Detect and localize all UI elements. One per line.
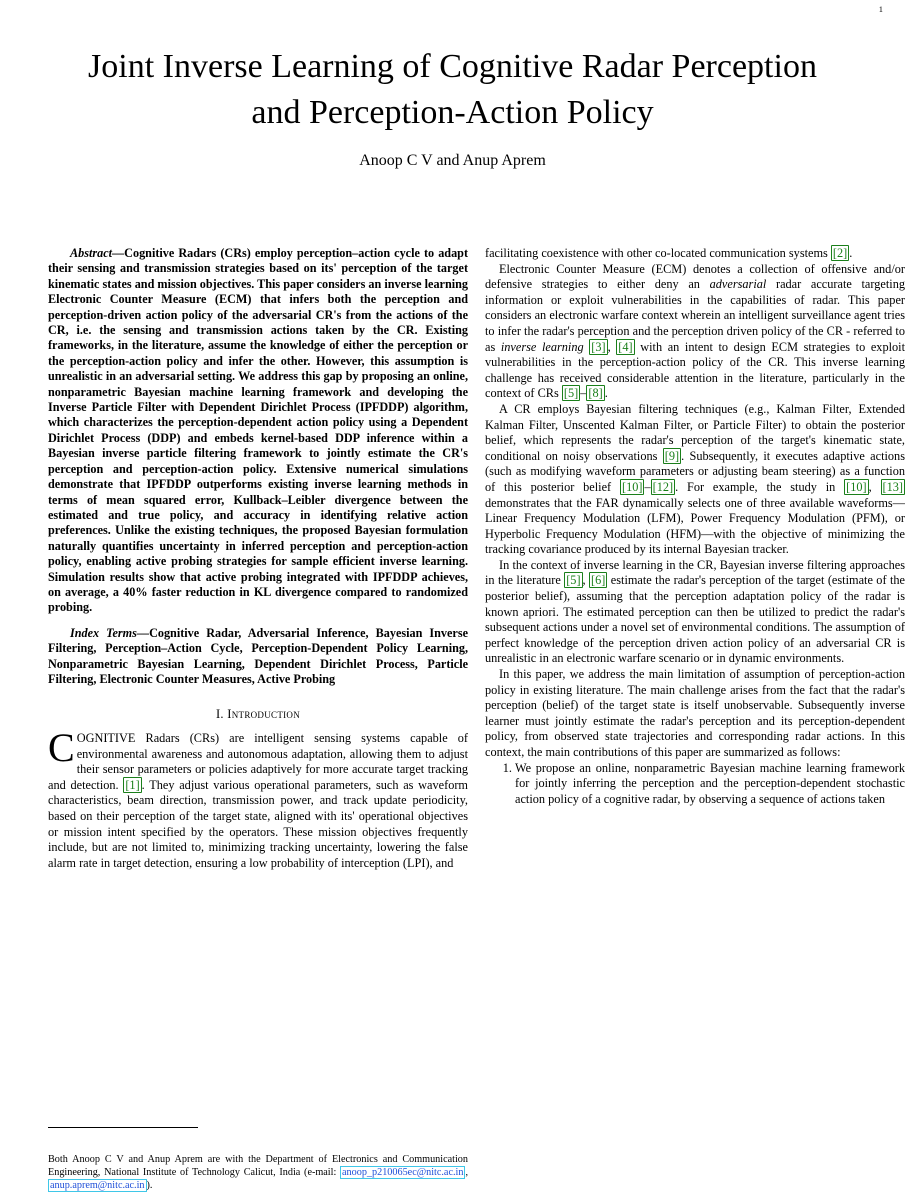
author-list: Anoop C V and Anup Aprem <box>359 152 546 169</box>
abstract-paragraph <box>48 246 468 616</box>
page-number: 1 <box>878 4 883 14</box>
citation-10b[interactable]: [10] <box>846 479 867 494</box>
rc-p4-a: In the context of inverse learning in the CR, Bayesian inverse filtering approaches in the literature <box>485 557 905 588</box>
contributions-list <box>485 761 905 808</box>
abstract-label: Abstract— <box>70 246 125 260</box>
left-column <box>48 246 468 871</box>
citation-8[interactable]: [8] <box>588 386 603 401</box>
arxiv-stamp <box>0 0 20 290</box>
index-terms-paragraph <box>48 626 468 688</box>
rc-p3-f: demonstrates that the FAR dynamically selects one of three available waveforms—Linear Frequency Modulation (LFM), Power Frequency Modulation (PFM), or Hyperbolic Frequency Modulation (HFM)—with the objective of minimizing the tracking covariance produced by its internal Bayesian tracker. <box>485 495 905 557</box>
emphasis-inverse-learning: inverse learning <box>500 339 584 354</box>
rc-p2-d: , <box>607 339 617 354</box>
intro-paragraph-1 <box>48 724 468 871</box>
rc-p2-g: . <box>604 386 608 401</box>
citation-12[interactable]: [12] <box>652 479 674 494</box>
intro-text-b: . They adjust various operational parameters, such as waveform characteristics, beam direction, transmission power, and track update periodicity, based on their perception of the target state, aligned with its' operational objectives or mission intent specified by the operators. These mission objectives frequently include, but are not limited to, minimizing tracking uncertainty, lowering the false alarm rate in target detection, ensuring a low probability of interception (LPI), and <box>48 777 468 870</box>
footnote-tail: ). <box>146 1180 153 1191</box>
citation-4[interactable]: [4] <box>618 339 633 354</box>
footnote-text: Both Anoop C V and Anup Aprem are with the Department of Electronics and Communication Engineering, National Institute of Technology Calicut, India (e-mail: <box>48 1154 468 1178</box>
citation-13[interactable]: [13] <box>882 479 903 494</box>
citation-10[interactable]: [10] <box>621 479 643 494</box>
email-link-2[interactable]: anup.aprem@nitc.ac.in <box>50 1180 145 1191</box>
intro-text-a: OGNITIVE Radars (CRs) are intelligent sensing systems capable of environmental awareness and autonomous adaptation, allowing them to adjust their sensor parameters or policies adaptively for more accurate target tracking and detection. <box>48 730 468 792</box>
rc-p3-c: – <box>644 479 651 494</box>
rc-p3-b: . Subsequently, it executes adaptive actions (such as modifying waveform parameters or adjusting beam steering) as a function of this posterior belief <box>485 448 905 494</box>
right-paragraph-inverse-filtering <box>485 558 905 667</box>
rc-p3-e: , <box>868 479 881 494</box>
rc-p4-b: , <box>582 573 590 588</box>
right-column <box>485 246 905 807</box>
drop-cap: C <box>48 724 75 770</box>
rc-p2-f: – <box>580 386 587 401</box>
citation-3[interactable]: [3] <box>591 339 606 354</box>
rc-p3-a: A CR employs Bayesian filtering techniques (e.g., Kalman Filter, Extended Kalman Filter, Unscented Kalman Filter, or Particle Filter) to obtain the posterior belief, which represents the radar's perception of the target's kinematic state, conditional on noisy observations <box>485 401 905 463</box>
citation-5b[interactable]: [5] <box>566 573 581 588</box>
citation-9[interactable]: [9] <box>664 448 680 463</box>
citation-5[interactable]: [5] <box>563 386 579 401</box>
emphasis-adversarial: adversarial <box>709 277 767 292</box>
footnote-sep: , <box>465 1167 468 1178</box>
index-terms-text: Cognitive Radar, Adversarial Inference, Bayesian Inverse Filtering, Perception–Action Cycle, Perception-Dependent Policy Learning, Nonparametric Bayesian Learning, Dependent Dirichlet Process, Particle Filtering, Electronic Counter Measures, Active Probing <box>48 625 468 686</box>
abstract-text: Cognitive Radars (CRs) employ perception–action cycle to adapt their sensing and transmission strategies based on its' perception of the target kinematic states and mission objectives. This paper considers an inverse learning Electronic Counter Measure (ECM) that infers both the perception and perception-driven action policy of the adversarial CR's from the actions of the CR, i.e. the sensing and transmission actions taken by the CR. Existing frameworks, in the literature, assume the knowledge of either the perception or the perception-action policy and infer the other. However, this assumption is unrealistic in an adversarial setting. We address this gap by proposing an online, nonparametric Bayesian machine learning framework and developing the Inverse Particle Filter with Dependent Dirichlet Process (IPFDDP) algorithm, which characterizes the perception-dependent action policy using a Dependent Dirichlet Process (DDP) and embeds kernel-based DDP inference within a Bayesian inverse particle filtering framework to jointly estimate the CR's perception and perception-action policy. Extensive numerical simulations demonstrate that IPFDDP outperforms existing inverse learning methods in terms of mean squared error, Kullback–Leibler divergence between the estimated and true policy, and accuracy in identifying relative action preferences. Unlike the existing techniques, the proposed Bayesian formulation naturally quantifies uncertainty in inferred perception and perception-action policy, enabling active probing strategies for sample efficient inverse learning. Simulation results show that active probing integrated with IPFDDP achieves, on average, a 40% faster reduction in KL divergence compared to randomized probing. <box>48 246 468 615</box>
email-link-1[interactable]: anoop_p210065ec@nitc.ac.in <box>342 1167 464 1178</box>
citation-2[interactable]: [2] <box>832 246 848 260</box>
citation-6[interactable]: [6] <box>591 573 606 588</box>
list-item: 1. We propose an online, nonparametric Bayesian machine learning framework for jointly inferring the perception and the perception-dependent stochastic action policy of a cognitive radar, by observing a sequence of actions taken <box>515 761 905 808</box>
rc-text-b: . <box>849 246 853 260</box>
footnote-affiliation <box>48 1153 468 1192</box>
right-paragraph-contributions-intro: In this paper, we address the main limitation of assumption of perception-action policy in existing literature. The main challenge arises from the fact that the radar's perception (belief) of the target state is itself unobservable. Subsequently inverse learner must jointly estimate the radar's perception and its perception-dependent policy, from observed state trajectories and corresponding radar actions. In this context, the main contributions of this paper are summarized as follows: <box>485 667 905 759</box>
rc-text-a: facilitating coexistence with other co-located communication systems <box>485 246 831 260</box>
rc-p3-d: . For example, the study in <box>675 479 845 494</box>
index-terms-label: Index Terms— <box>70 625 150 640</box>
page-title: Joint Inverse Learning of Cognitive Radar Perception and Perception-Action Policy <box>88 48 817 131</box>
right-paragraph-bayesian-filtering <box>485 402 905 558</box>
footnote-divider <box>48 1127 198 1128</box>
rc-p2-e: with an intent to design ECM strategies to exploit vulnerabilities in the perception-action policy of the CR. This inverse learning challenge has received considerable attention in the literature, particularly in the context of CRs <box>485 339 905 401</box>
rc-p4-c: estimate the radar's perception of the target (estimate of the posterior belief), assuming that the perception adaptation policy of the radar is known apriori. The estimated perception can then be utilized to predict the radar's subsequent actions under a novel set of environmental conditions. The assumption of perfect knowledge of the perception driven action policy of an adversarial CR is unrealistic in an electronic warfare scenario or in dynamic environments. <box>485 573 905 666</box>
citation-1[interactable]: [1] <box>125 777 140 792</box>
rc-p2-b: radar accurate targeting information or exploit vulnerabilities in the capabilities of radar. This paper considers an electronic warfare context wherein an intelligent surveillance agent tries to infer the radar's perception and the perception driven policy of the CR - referred to as <box>485 277 905 354</box>
section-heading-introduction: I. Introduction <box>215 707 301 722</box>
right-paragraph-continued <box>485 246 905 262</box>
right-paragraph-ecm <box>485 262 905 402</box>
rc-p2-a: Electronic Counter Measure (ECM) denotes a collection of offensive and/or defensive strategies to either deny an <box>485 261 905 292</box>
